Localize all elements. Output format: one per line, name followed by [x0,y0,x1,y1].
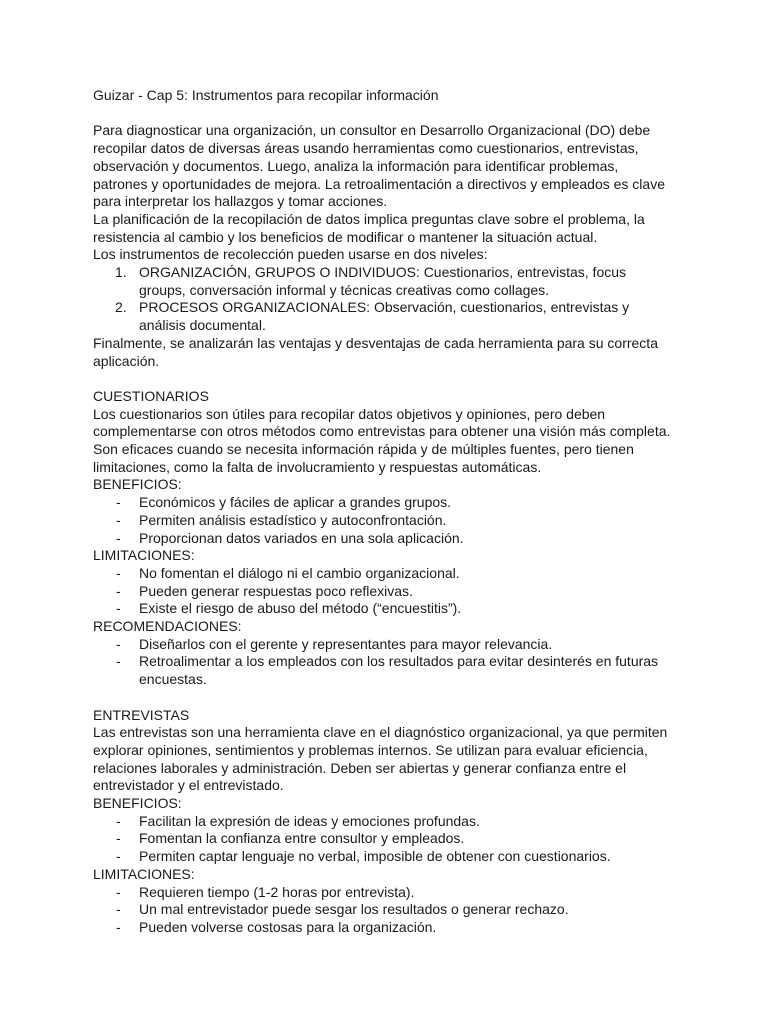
intro-paragraph-1: Para diagnosticar una organización, un consultor en Desarrollo Organizacional (DO) debe recopilar datos de diversas áreas usando herramientas como cuestionarios, entrevistas, observación y documentos. Luego, analiza la información para identificar problemas, patrones y oportunidades de mejora. La retroalimentación a directivos y empleados es clave para interpretar los hallazgos y tomar acciones. [93,122,665,210]
dash-bullet: - [116,600,121,617]
dash-bullet: - [116,901,121,918]
list-item-text: Existe el riesgo de abuso del método (“encuestitis”). [139,600,462,617]
dash-bullet: - [116,848,121,865]
list-item-text: No fomentan el diálogo ni el cambio organizacional. [139,564,460,581]
cuestionarios-paragraph: Los cuestionarios son útiles para recopilar datos objetivos y opiniones, pero deben complementarse con otros métodos como entrevistas para obtener una visión más completa. Son eficaces cuando se necesita información rápida y de múltiples fuentes, pero tienen limitaciones, como la falta de involucramiento y respuestas automáticas. [93,405,671,475]
cuestionarios-beneficios-list [93,494,673,547]
cuestionarios-recomendaciones-list [93,636,673,689]
levels-list-item [93,299,673,334]
intro-paragraph-2: La planificación de la recopilación de datos implica preguntas clave sobre el problema, la resistencia al cambio y los beneficios de modificar o mantener la situación actual. [93,210,645,245]
levels-list [93,264,673,335]
list-item [93,919,673,937]
entrevistas-paragraph: Las entrevistas son una herramienta clave en el diagnóstico organizacional, ya que permiten explorar opiniones, sentimientos y problemas internos. Se utilizan para evaluar eficiencia, relaciones laborales y administración. Deben ser abiertas y generar confianza entre el entrevistador y el entrevistado. [93,724,668,794]
entrevistas-limitaciones-list [93,884,673,937]
dash-bullet: - [116,812,121,829]
spacer [93,689,673,707]
entrevistas-beneficios-list [93,813,673,866]
dash-bullet: - [116,653,121,670]
dash-bullet: - [116,883,121,900]
dash-bullet: - [116,511,121,528]
cuestionarios-limitaciones-label: LIMITACIONES: [93,547,195,564]
cuestionarios-limitaciones-list [93,565,673,618]
list-item-text: Un mal entrevistador puede sesgar los resultados o generar rechazo. [139,901,569,918]
list-item [93,830,673,848]
dash-bullet: - [116,919,121,935]
entrevistas-beneficios-label: BENEFICIOS: [93,795,182,812]
list-number: 1. [115,264,127,281]
list-item [93,884,673,902]
list-item-text: Económicos y fáciles de aplicar a grandes grupos. [139,494,452,511]
list-item-text: PROCESOS ORGANIZACIONALES: Observación, cuestionarios, entrevistas y análisis documental. [139,299,630,334]
section-heading-cuestionarios: CUESTIONARIOS [93,387,209,404]
levels-list-item [93,264,673,299]
list-item [93,848,673,866]
list-item [93,583,673,601]
dash-bullet: - [116,635,121,652]
spacer [93,370,673,388]
document-page [93,87,673,937]
dash-bullet: - [116,830,121,847]
document-title: Guizar - Cap 5: Instrumentos para recopilar información [93,87,439,103]
list-item-text: Permiten análisis estadístico y autoconfrontación. [139,511,447,528]
list-item [93,530,673,548]
list-item [93,512,673,530]
entrevistas-limitaciones-label: LIMITACIONES: [93,865,195,882]
spacer [93,105,673,123]
list-item-text: Requieren tiempo (1-2 horas por entrevista). [139,883,415,900]
intro-closing: Finalmente, se analizarán las ventajas y desventajas de cada herramienta para su correcta aplicación. [93,334,658,369]
list-item-text: Facilitan la expresión de ideas y emociones profundas. [139,812,480,829]
list-number: 2. [115,299,127,316]
list-item-text: ORGANIZACIÓN, GRUPOS O INDIVIDUOS: Cuestionarios, entrevistas, focus groups, conversación informal y técnicas creativas como collages. [139,264,627,298]
list-item-text: Permiten captar lenguaje no verbal, imposible de obtener con cuestionarios. [139,848,611,865]
intro-paragraph-3: Los instrumentos de recolección pueden usarse en dos niveles: [93,246,488,263]
list-item [93,813,673,831]
list-item-text: Retroalimentar a los empleados con los resultados para evitar desinterés en futuras encuestas. [139,653,659,688]
cuestionarios-beneficios-label: BENEFICIOS: [93,476,182,493]
list-item [93,653,673,688]
dash-bullet: - [116,564,121,581]
list-item-text: Diseñarlos con el gerente y representantes para mayor relevancia. [139,635,553,652]
dash-bullet: - [116,529,121,546]
section-heading-entrevistas: ENTREVISTAS [93,706,190,723]
dash-bullet: - [116,494,121,511]
list-item [93,565,673,583]
list-item-text: Proporcionan datos variados en una sola aplicación. [139,529,464,546]
dash-bullet: - [116,582,121,599]
list-item [93,600,673,618]
list-item [93,494,673,512]
list-item-text: Fomentan la confianza entre consultor y empleados. [139,830,465,847]
list-item [93,901,673,919]
list-item-text: Pueden volverse costosas para la organización. [139,919,437,935]
list-item-text: Pueden generar respuestas poco reflexivas. [139,582,413,599]
list-item [93,636,673,654]
cuestionarios-recomendaciones-label: RECOMENDACIONES: [93,618,242,635]
